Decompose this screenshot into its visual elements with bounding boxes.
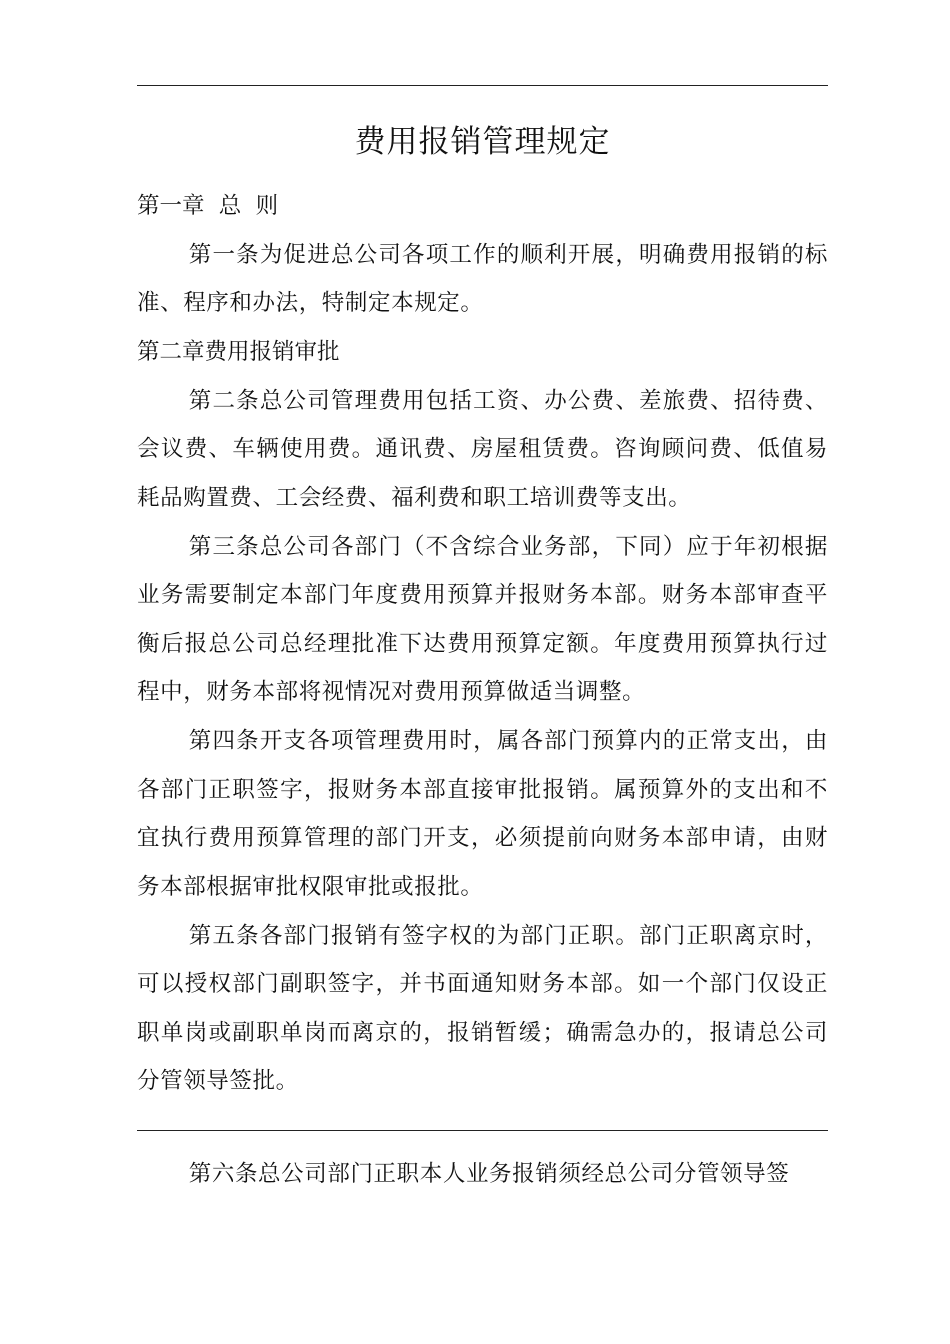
article-5: 第五条各部门报销有签字权的为部门正职。部门正职离京时，可以授权部门副职签字，并书面通知财务本部。如一个部门仅设正职单岗或副职单岗而离京的，报销暂缓；确需急办的，报请总公司分管领导签批。 (137, 922, 828, 1094)
next-page-body (137, 1150, 828, 1199)
article-2: 第二条总公司管理费用包括工资、办公费、差旅费、招待费、会议费、车辆使用费。通讯费、房屋租赁费。咨询顾问费、低值易耗品购置费、工会经费、福利费和职工培训费等支出。 (137, 387, 828, 511)
article-6: 第六条总公司部门正职本人业务报销须经总公司分管领导签 (188, 1161, 790, 1187)
document-title: 费用报销管理规定 (354, 124, 611, 160)
chapter-heading-1: 第一章 总 则 (137, 193, 279, 219)
top-divider (137, 85, 828, 86)
page-break-divider (137, 1130, 828, 1131)
article-4: 第四条开支各项管理费用时，属各部门预算内的正常支出，由各部门正职签字，报财务本部直接审批报销。属预算外的支出和不宜执行费用预算管理的部门开支，必须提前向财务本部申请，由财务本部根据审批权限审批或报批。 (137, 728, 828, 900)
article-3: 第三条总公司各部门（不含综合业务部，下同）应于年初根据业务需要制定本部门年度费用预算并报财务本部。财务本部审查平衡后报总公司总经理批准下达费用预算定额。年度费用预算执行过程中，财务本部将视情况对费用预算做适当调整。 (137, 533, 828, 705)
article-1: 第一条为促进总公司各项工作的顺利开展，明确费用报销的标准、程序和办法，特制定本规定。 (137, 241, 828, 316)
chapter-heading-2: 第二章费用报销审批 (137, 339, 340, 365)
document-body (137, 182, 828, 1106)
